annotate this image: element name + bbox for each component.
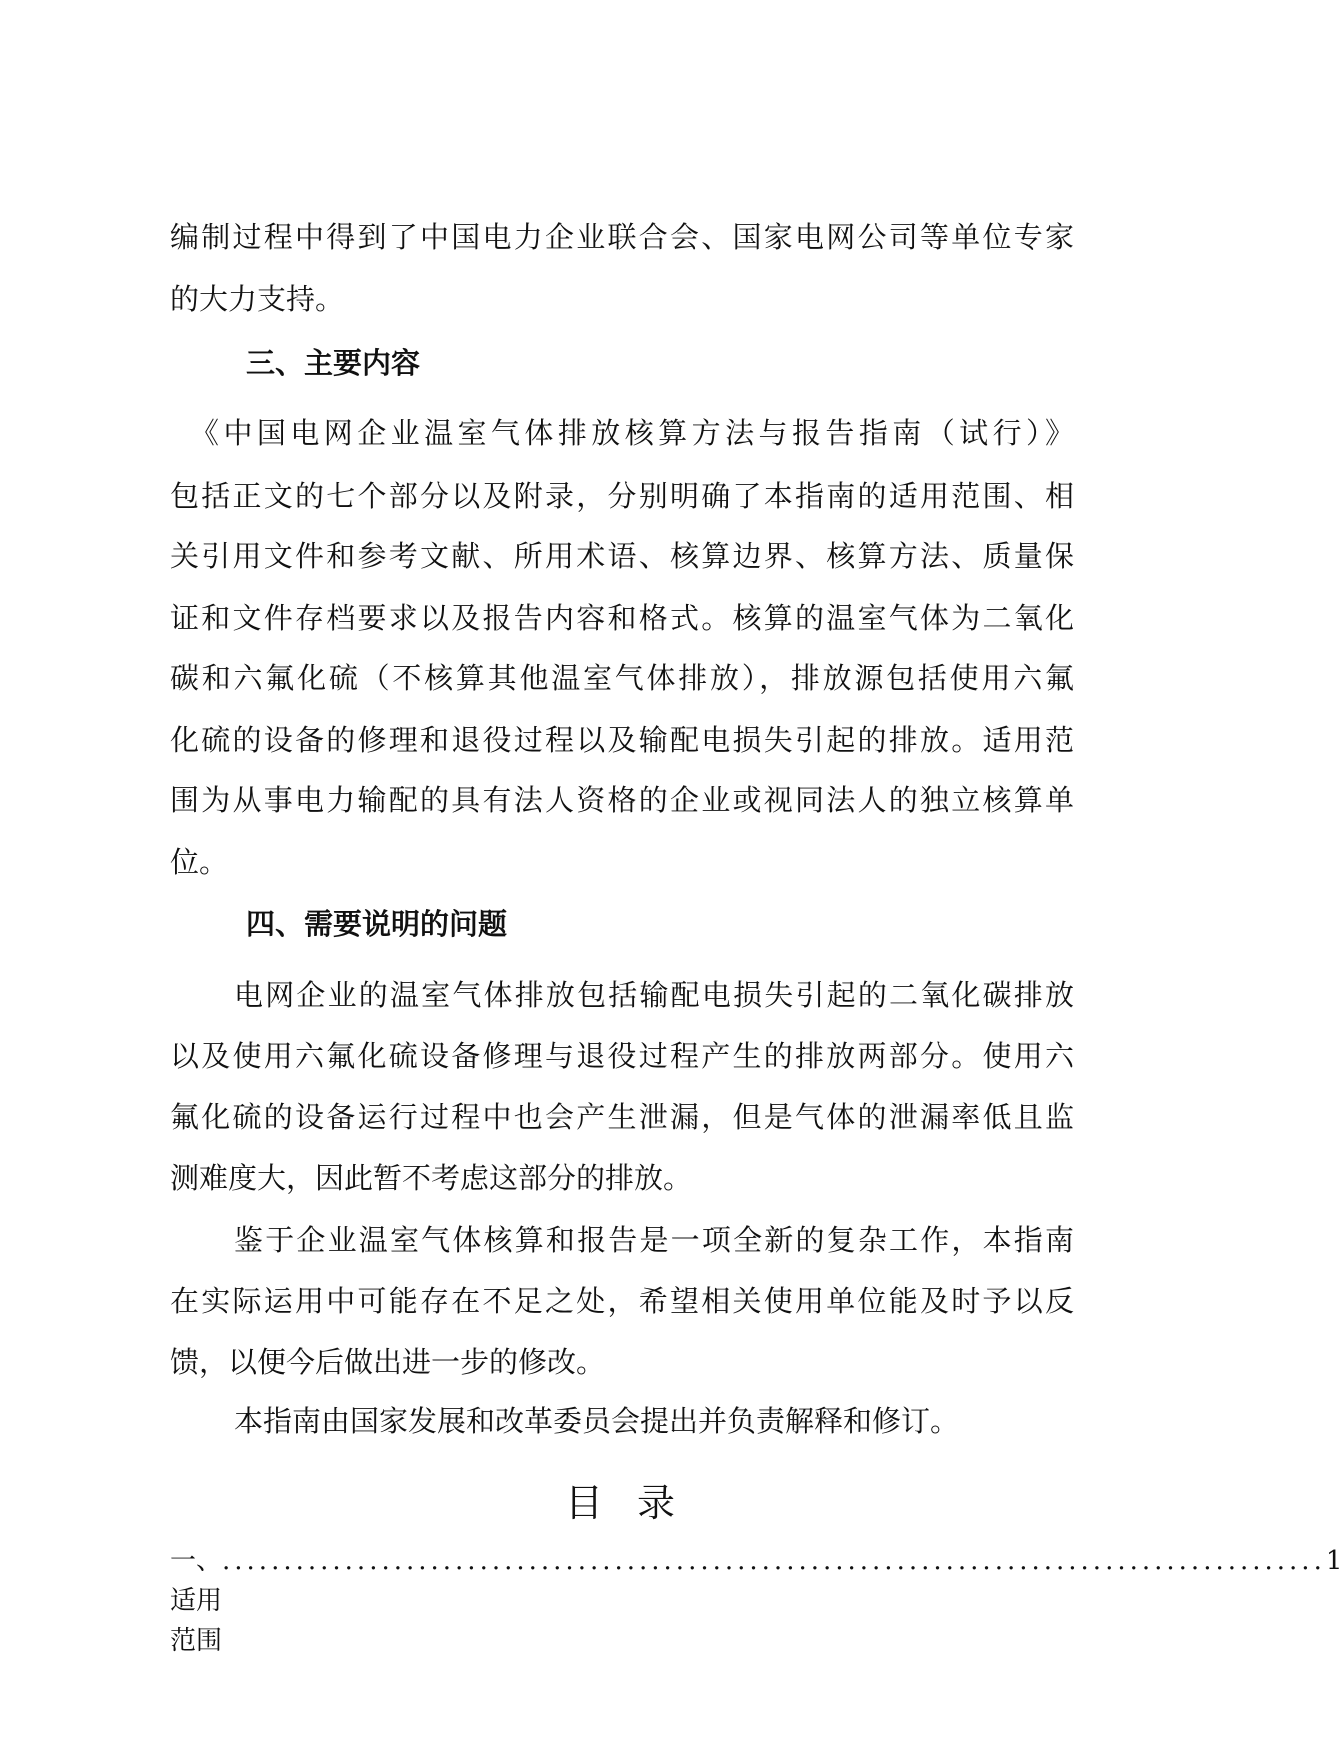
text-line: 化硫的设备的修理和退役过程以及输配电损失引起的排放。适用范 [170, 723, 1074, 757]
text-line: 位。 [170, 845, 229, 879]
text-line: 电网企业的温室气体排放包括输配电损失引起的二氧化碳排放 [234, 978, 1074, 1012]
toc-leader-dots: .......................................................................................... [222, 1546, 1326, 1576]
text-line: 证和文件存档要求以及报告内容和格式。核算的温室气体为二氧化 [170, 601, 1074, 635]
text-line: 围为从事电力输配的具有法人资格的企业或视同法人的独立核算单 [170, 783, 1074, 817]
text-line: 《中国电网企业温室气体排放核算方法与报告指南（试行）》 [190, 416, 1074, 450]
text-line: 碳和六氟化硫（不核算其他温室气体排放），排放源包括使用六氟 [170, 661, 1074, 695]
text-line: 馈，以便今后做出进一步的修改。 [170, 1345, 606, 1379]
text-line: 包括正文的七个部分以及附录，分别明确了本指南的适用范围、相 [170, 479, 1074, 513]
text-line: 的大力支持。 [170, 282, 345, 316]
text-line: 鉴于企业温室气体核算和报告是一项全新的复杂工作，本指南 [234, 1223, 1074, 1257]
text-line: 编制过程中得到了中国电力企业联合会、国家电网公司等单位专家 [170, 220, 1074, 254]
section-heading: 三、主要内容 [246, 346, 421, 380]
toc-title: 目录 [564, 1481, 709, 1525]
toc-entry-page: 1 [1325, 1546, 1342, 1576]
toc-entry[interactable] [170, 1541, 1342, 1661]
text-line: 在实际运用中可能存在不足之处，希望相关使用单位能及时予以反 [170, 1284, 1074, 1318]
text-line: 氟化硫的设备运行过程中也会产生泄漏，但是气体的泄漏率低且监 [170, 1100, 1074, 1134]
text-line: 测难度大，因此暂不考虑这部分的排放。 [170, 1161, 693, 1195]
text-line: 本指南由国家发展和改革委员会提出并负责解释和修订。 [234, 1404, 960, 1438]
text-line: 以及使用六氟化硫设备修理与退役过程产生的排放两部分。使用六 [170, 1039, 1074, 1073]
toc-entry-label: 一、适用范围 [170, 1546, 223, 1656]
text-line: 关引用文件和参考文献、所用术语、核算边界、核算方法、质量保 [170, 539, 1074, 573]
section-heading: 四、需要说明的问题 [246, 907, 508, 941]
